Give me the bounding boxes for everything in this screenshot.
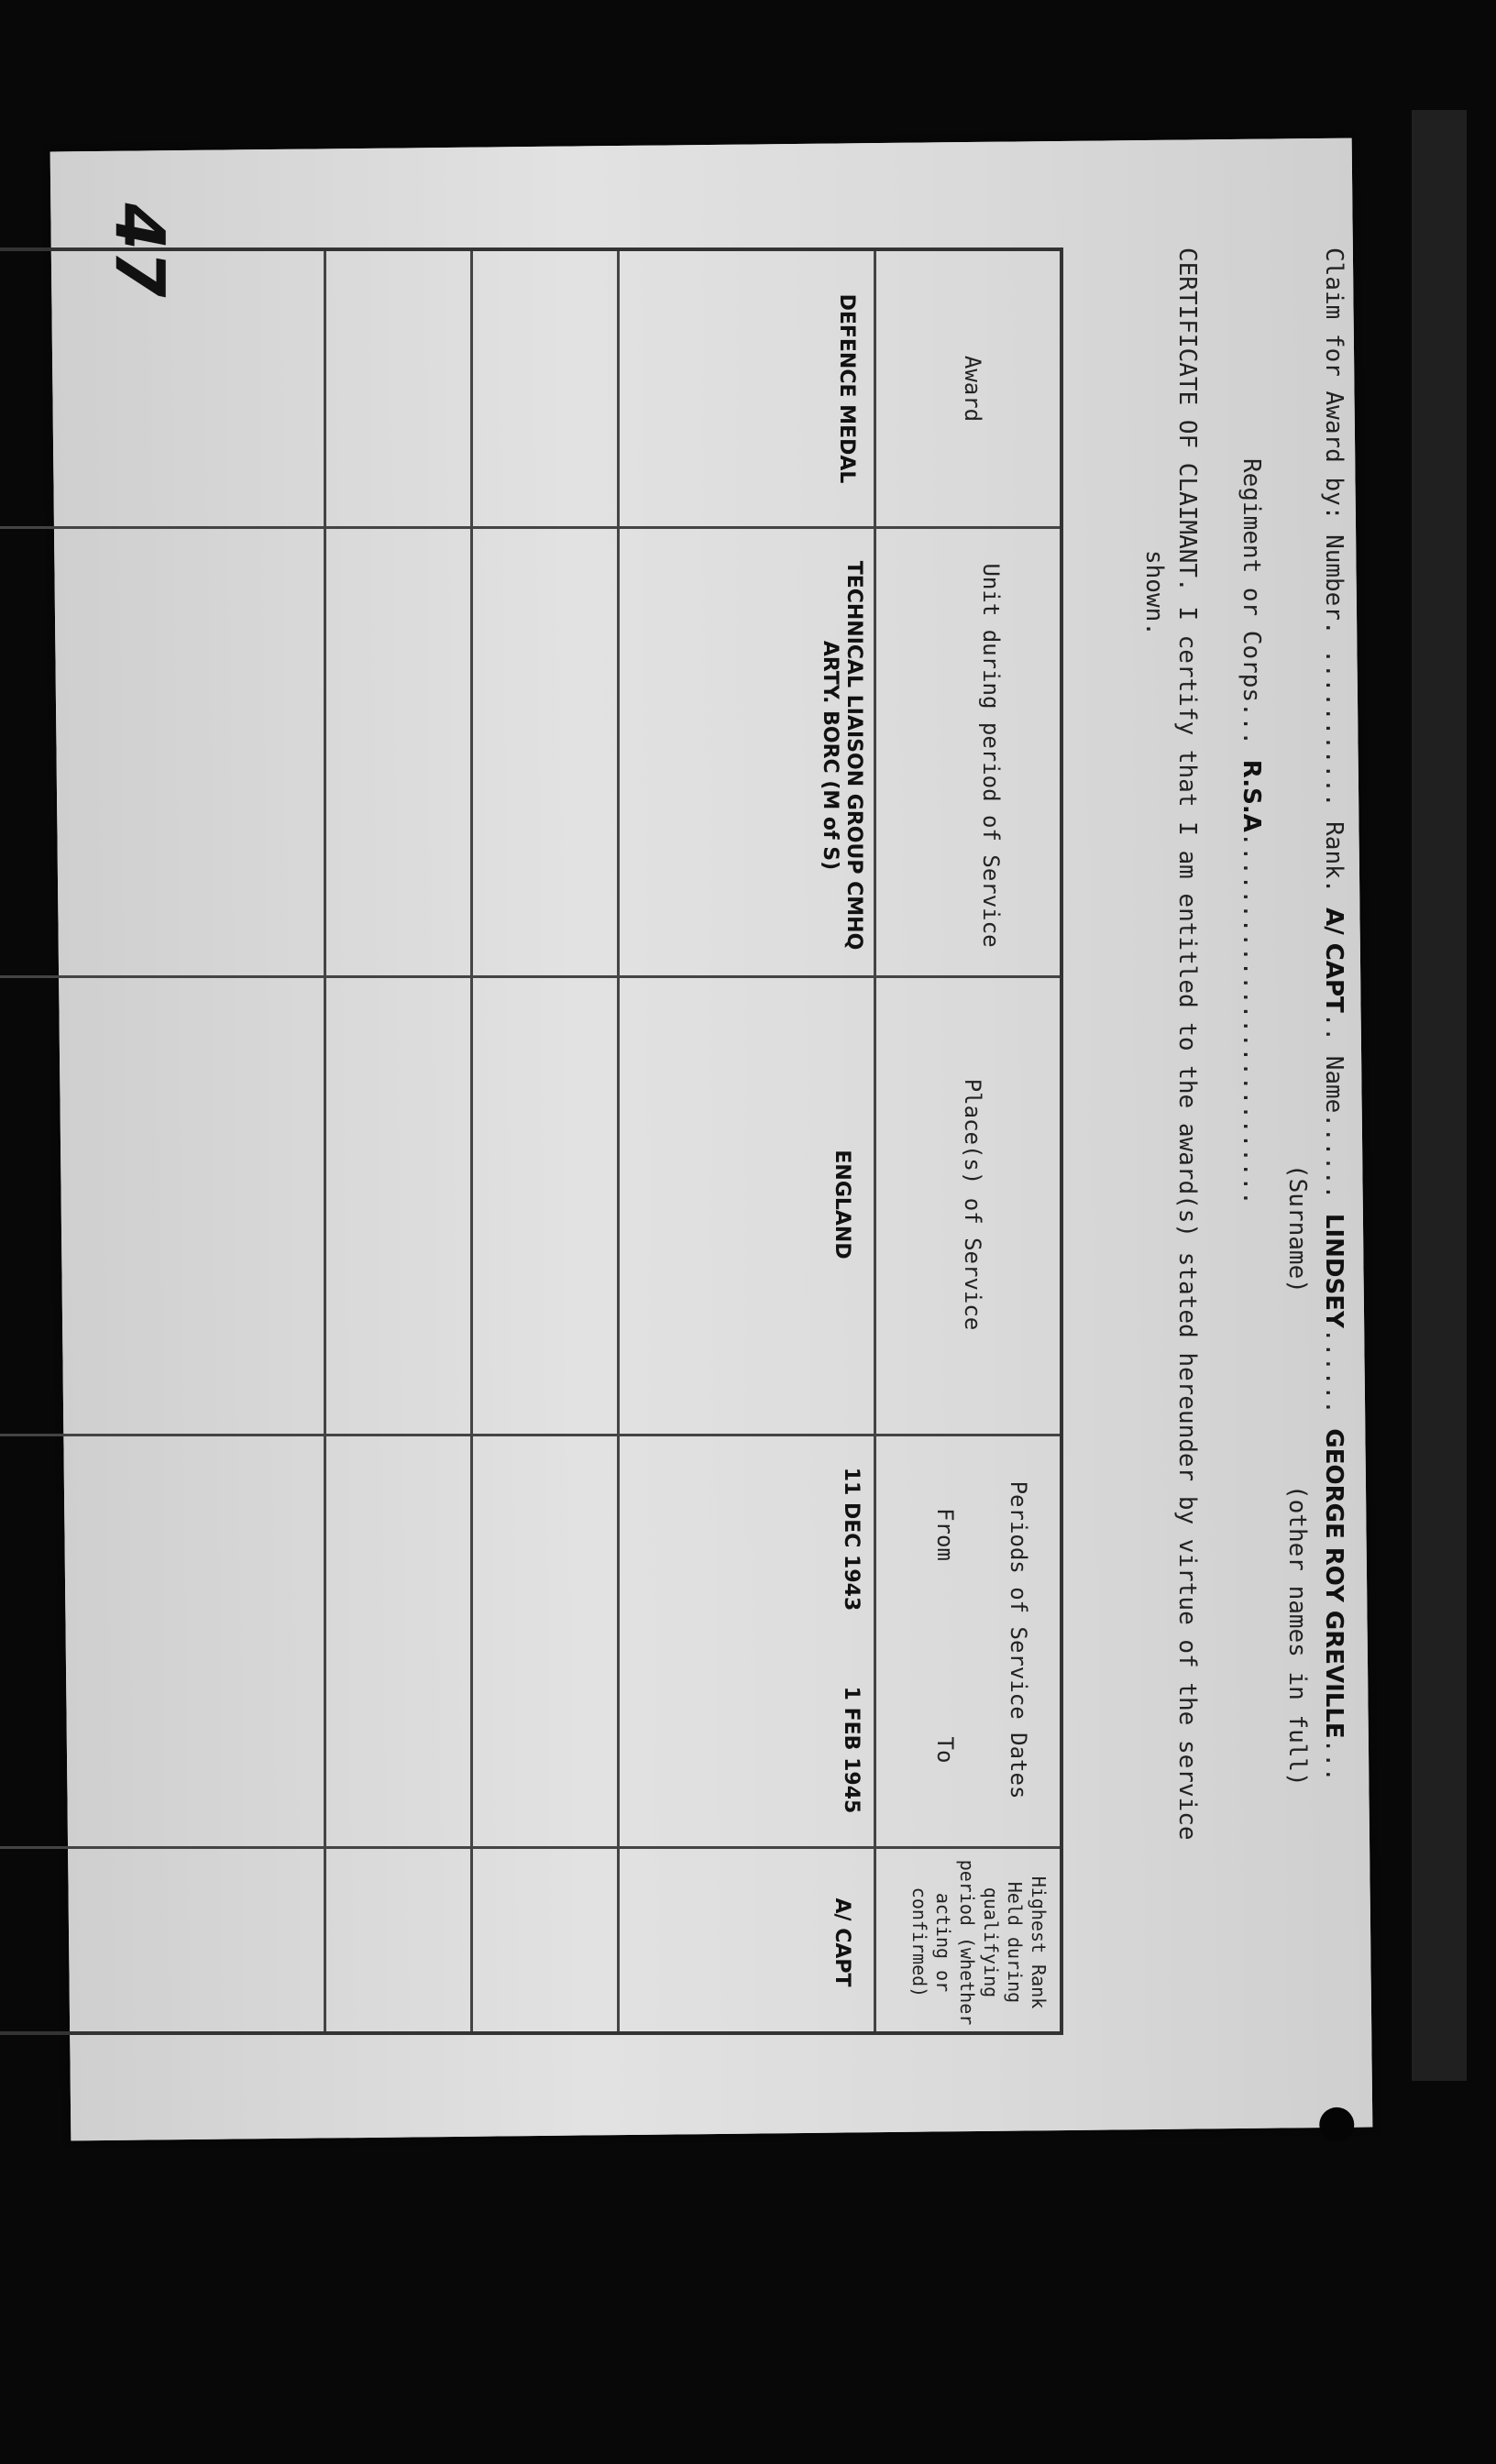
col-divider — [0, 1846, 1060, 1849]
name-label: Name — [1320, 1055, 1348, 1114]
header-places: Place(s) of Service — [960, 1078, 985, 1331]
film-edge — [1412, 110, 1467, 2081]
cell-unit: TECHNICAL LIAISON GROUP CMHQ ARTY. BORC (M of S) — [819, 560, 865, 951]
service-table — [0, 248, 1063, 2035]
header-periods: Periods of Service Dates — [1006, 1480, 1031, 1799]
row-divider — [874, 251, 876, 2031]
certificate-claimant-heading: CERTIFICATE OF CLAIMANT. — [1173, 248, 1201, 592]
header-award: Award — [960, 355, 985, 423]
surname-value: LINDSEY — [1320, 1213, 1348, 1328]
col-divider — [0, 526, 1060, 529]
cell-from: 11 DEC 1943 — [840, 1467, 863, 1612]
certificate-claimant-line2: shown. — [1140, 550, 1168, 636]
certificate-claimant-line1 — [1173, 248, 1201, 1841]
rank-label: Rank — [1320, 821, 1348, 879]
page-number: 47 — [99, 203, 179, 298]
row-divider — [324, 251, 326, 2031]
col-divider — [0, 975, 1060, 978]
rank-value: A/ CAPT — [1320, 908, 1348, 1013]
regiment-label: Regiment or Corps — [1238, 458, 1265, 703]
award-claim-form — [138, 248, 1348, 2044]
header-unit: Unit during period of Service — [978, 563, 1004, 948]
header-from: From — [932, 1508, 958, 1561]
cell-places: ENGLAND — [830, 1150, 853, 1260]
claim-line: Claim for Award by: Number. ........... Rank. A/ CAPT.. Name...... LINDSEY...... GEORGE ROY GREVILLE... — [1320, 248, 1348, 1782]
cell-award: DEFENCE MEDAL — [835, 293, 858, 484]
surname-caption: (Surname) — [1283, 1164, 1311, 1293]
cell-to: 1 FEB 1945 — [840, 1686, 863, 1814]
other-names-value: GEORGE ROY GREVILLE — [1320, 1428, 1348, 1739]
header-highest-rank: Highest Rank Held during qualifying period (whether acting or confirmed) — [908, 1859, 1050, 2026]
other-names-caption: (other names in full) — [1283, 1485, 1311, 1787]
claim-label: Claim for Award by: Number. — [1320, 248, 1348, 635]
number-dots: ........... — [1320, 649, 1348, 808]
row-divider — [470, 251, 473, 2031]
regiment-value: R.S.A — [1238, 759, 1265, 832]
punch-hole — [1319, 2107, 1354, 2142]
row-divider — [617, 251, 620, 2031]
header-to: To — [932, 1736, 958, 1764]
cell-rank: A/ CAPT — [830, 1898, 853, 1987]
col-divider — [0, 1434, 1060, 1436]
certificate-claimant-text: I certify that I am entitled to the award(s) stated hereunder by virtue of the service — [1173, 606, 1201, 1841]
regiment-line: Regiment or Corps... R.S.A.......................... — [1238, 458, 1265, 1205]
